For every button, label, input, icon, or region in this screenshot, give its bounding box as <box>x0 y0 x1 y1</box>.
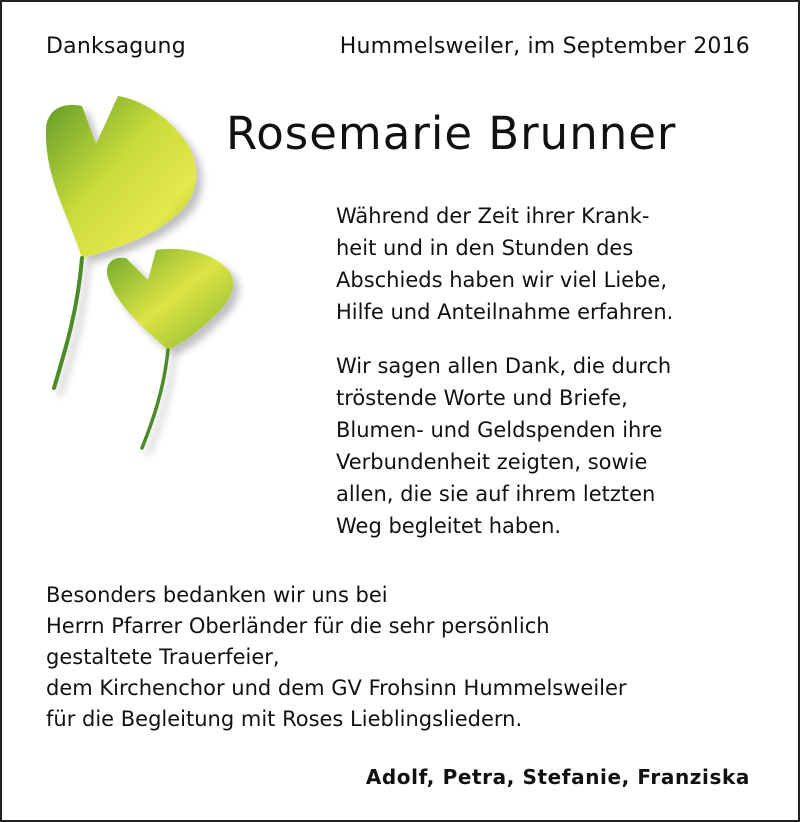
text-line: Weg begleitet haben. <box>336 514 562 538</box>
text-line: dem Kirchenchor und dem GV Frohsinn Hummelsweiler <box>46 676 627 700</box>
paragraph-special-thanks <box>46 580 627 735</box>
text-line: Verbundenheit zeigten, sowie <box>336 450 648 474</box>
family-signature: Adolf, Petra, Stefanie, Franziska <box>365 765 750 789</box>
header-place-date: Hummelsweiler, im September 2016 <box>339 34 750 59</box>
text-line: Blumen- und Geldspenden ihre <box>336 418 663 442</box>
text-line: Besonders bedanken wir uns bei <box>46 583 388 607</box>
text-line: Hilfe und Anteilnahme erfahren. <box>336 300 674 324</box>
paragraph-thanks-all <box>336 350 671 542</box>
text-line: für die Begleitung mit Roses Lieblingsliedern. <box>46 707 523 731</box>
text-line: allen, die sie auf ihrem letzten <box>336 482 656 506</box>
text-line: Abschieds haben wir viel Liebe, <box>336 268 667 292</box>
text-line: Herrn Pfarrer Oberländer für die sehr persönlich <box>46 614 550 638</box>
paragraph-gratitude-illness <box>336 200 673 328</box>
deceased-name: Rosemarie Brunner <box>226 107 677 160</box>
text-line: tröstende Worte und Briefe, <box>336 386 628 410</box>
header-label: Danksagung <box>46 34 186 59</box>
text-line: Während der Zeit ihrer Krank- <box>336 204 650 228</box>
text-line: heit und in den Stunden des <box>336 236 634 260</box>
text-line: gestaltete Trauerfeier, <box>46 645 280 669</box>
text-line: Wir sagen allen Dank, die durch <box>336 354 672 378</box>
small-leaf-shape <box>107 249 233 448</box>
